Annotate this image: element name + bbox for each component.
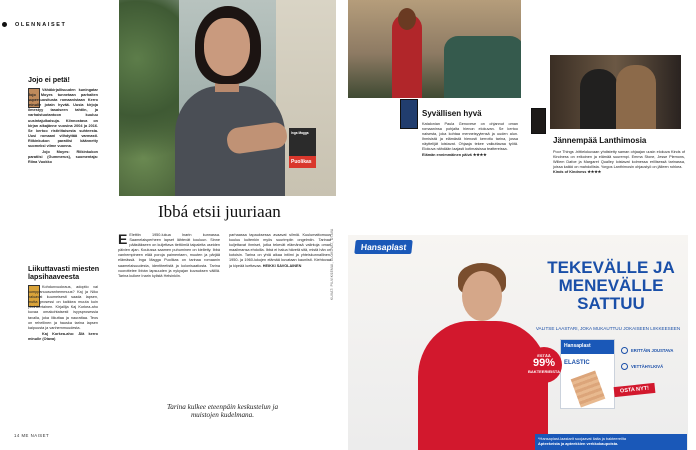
product-brand: Hansaplast bbox=[561, 340, 614, 354]
page-footer: 14 ME NAISET bbox=[14, 433, 50, 438]
movie-poster-lanthimos bbox=[531, 108, 546, 134]
feature-waterproof-label: VETTÄHYLKIVÄ bbox=[631, 364, 664, 369]
jannempaa-credit: Kinds of Kindness ★★★★ bbox=[553, 170, 602, 175]
author-portrait bbox=[119, 0, 336, 196]
jojo-body: Vähäkirjallisuuden kuningatar Jojo Moyes tunnetaan parhaiten supersuositusta romaanistaan Kerro minulle jotain hyvää. Uusia kirjoja ilmestyy tasaiseen tahtiin, ja varhaistuotantoon kuuluu uusintajulkaisuja. Kiinnostava on kirjan aikajänne vuosina 2004 ja 2016. Se kertoo ristiriitaisesta suhteesta. Uusi romaani viihdyttää varmasti. Riikinkukon paratiisi käännetty suomeksi viime vuonna. bbox=[28, 88, 98, 149]
droplet-icon bbox=[621, 363, 628, 370]
liikuttavasti-review bbox=[28, 285, 98, 425]
syvallinen-body: Katalonian Paula Genovese on ohjannut oman romaaninsa pohjalta hienon elokuvan. Se kertoo naisesta, joka kohtaa menneisyytensä ja uuden alun. Ihmisistä ja elämästä hienosti kerrottu tarina, jossa näyttelijät loistavat. Ohjaaja tekee vaikuttavaa työtä. Elokuva nähdään laajasti kotimaisissa teattereissa. bbox=[422, 122, 518, 152]
feature-flexible bbox=[621, 347, 673, 354]
badge-number: 99% bbox=[532, 357, 556, 369]
liikuttavasti-credit: Kaj Korkea-aho: Älä kerro minulle (Otava) bbox=[28, 331, 98, 341]
movie-still-lanthimos bbox=[550, 55, 681, 129]
antibacterial-badge bbox=[526, 347, 562, 383]
syvallinen-review bbox=[422, 122, 518, 214]
jojo-heading: Jojo ei petä! bbox=[28, 75, 70, 84]
article-title: Ibbá etsii juuriaan bbox=[158, 202, 281, 221]
ad-footnote: *Hansaplast-laastarit suojaavat lialta ja bakteereilta bbox=[538, 436, 627, 441]
ad-retail-note: Apteekeista ja apteekkien verkkokaupoista. bbox=[538, 441, 619, 446]
section-bullet bbox=[2, 22, 7, 27]
section-label: OLENNAISET bbox=[15, 22, 67, 28]
article-col-2 bbox=[229, 233, 331, 395]
syvallinen-credit: Elämän ennimmäinen päivä ★★★★ bbox=[422, 152, 487, 157]
jojo-review bbox=[28, 88, 98, 226]
feature-waterproof bbox=[621, 363, 663, 370]
photo-credit: KUVAT: PILVIKSEMAI, ELOKUVAT, OTAVA bbox=[330, 228, 334, 300]
movie-poster-syvallinen bbox=[400, 99, 418, 129]
article-col-1: E Elettiin 1950-lukua Inarin kunnassa. Saamelaisperheen lapset lähtevät kouluun. Sinne päästäkseen on kuljettava tiettömiä taipaleita useiden päivien ajan. Koulussa saamen puhuminen on kielletty. Ibbá vanhempineen elää poroja paimentaen, muuten ja pärjää elämässä. Inga Magga Puolikas on tarinaa romaanin saamelaisuudesta, identiteetistä ja kolonisaatiosta. Tarina vuorottelee Ibbán lapsuuden ja nykyajan kuvauksen välillä. Tarina kulkee Inarin kylistä Helsinkiin. bbox=[118, 233, 220, 278]
product-box bbox=[560, 339, 615, 409]
badge-bottom: BAKTEERIEISTA bbox=[528, 369, 560, 374]
buy-now-button[interactable]: OSTA NYT! bbox=[614, 383, 656, 397]
book-author: Inga Magga bbox=[291, 131, 309, 135]
pull-quote: Tarina kulkee eteenpäin keskustelun ja muistojen kudelmana. bbox=[166, 403, 279, 419]
jannempaa-review bbox=[553, 150, 685, 218]
stretch-icon bbox=[621, 347, 628, 354]
liikuttavasti-heading: Liikuttavasti miesten lapsihaaveesta bbox=[28, 264, 100, 281]
jojo-credit: Jojo Moyes: Riikinkukon paratiisi (Gummerus), suomentaja: Riina Vuokko bbox=[28, 150, 98, 165]
puolikas-book-cover bbox=[289, 128, 316, 168]
hansaplast-ad[interactable] bbox=[348, 235, 688, 450]
ad-subheadline: VALITSE LAASTARI, JOKA MUKAUTTUU JOKAISEEN LIIKKEESEEN bbox=[535, 326, 681, 331]
ad-headline: TEKEVÄLLE JA MENEVÄLLE SATTUU bbox=[547, 258, 675, 313]
article-reviewer: HEIKKI SAVOLAINEN bbox=[262, 263, 302, 268]
article-body-1: Elettiin 1950-lukua Inarin kunnassa. Saamelaisperheen lapset lähtevät kouluun. Sinne päästäkseen on kuljettava tiettömiä taipaleita useiden päivien ajan. Koulussa saamen puhuminen on kielletty. Ibbá vanhempineen elää poroja paimentaen, muuten ja pärjää elämässä. Inga Magga Puolikas on tarinaa romaanin saamelaisuudesta, identiteetistä ja kolonisaatiosta. Tarina vuorottelee Ibbán lapsuuden ja nykyajan kuvauksen välillä. Tarina kulkee Inarin kylistä Helsinkiin. bbox=[118, 233, 220, 278]
ad-footer bbox=[535, 434, 687, 450]
syvallinen-heading: Syvällisen hyvä bbox=[422, 109, 482, 118]
jannempaa-body: Poor Things -hittielokuvaan yhdistetty saman ohjaajan uusin elokuva Kinds of Kindness on erikoinen ja elämää suurempi. Emma Stone, Jesse Plemons, Willem Dafoe ja Margaret Qualley loistavat kolmessa erillisessä tarinassa, joissa kaikki on mahdollista. Yorgos Lanthimosin ohjaustyö on jälleen rohkea. bbox=[553, 150, 685, 170]
movie-still-syvallinen bbox=[348, 0, 521, 98]
badge-top: ESTÄÄ bbox=[537, 353, 551, 358]
book-title: Puolikas bbox=[291, 159, 312, 165]
article-body-2: parhaassa tapauksessa avaavat silmiä. Kuulumattomuus kuuluu kuitenkin myös suurimpiin ongelmiin. Tarinaa kuljettavat ihmiset, jotka tekevät elämänsä valintoja oman maailmansa ehdoilla. Ibbá ei halua hävetä sitä, mistä hän on kotoisin. Tarina on yhtä aikaa intiimi ja yhteiskunnallinen. 1950- ja 1960-lukujen elämää kuvataan kauniisti. Kiehtovaa ja kipeää luettavaa. bbox=[229, 233, 331, 268]
product-name: ELASTIC bbox=[564, 360, 590, 366]
ad-model-photo bbox=[392, 241, 488, 450]
liikuttavasti-body: Kohdunvuokraus, adoptio vai kumppanuusvanhemmuus? Kaj ja Niko haluavat kuumeisesti saada lapsen, mutta prosessi on kaikkea muuta kuin yksinkertainen. Kirjailija Kaj Korkea-aho kuvaa omakohtaisesti isyysprosessia tavalla, joka liikuttaa ja naurattaa. Teos on rehellinen ja hauska tarina lapsen kaipuusta ja vanhemmuudesta. bbox=[28, 285, 98, 330]
hansaplast-logo: Hansaplast bbox=[354, 240, 413, 254]
jannempaa-heading: Jännempää Lanthimosia bbox=[553, 136, 647, 145]
feature-flexible-label: ERITTÄIN JOUSTAVA bbox=[631, 348, 674, 353]
